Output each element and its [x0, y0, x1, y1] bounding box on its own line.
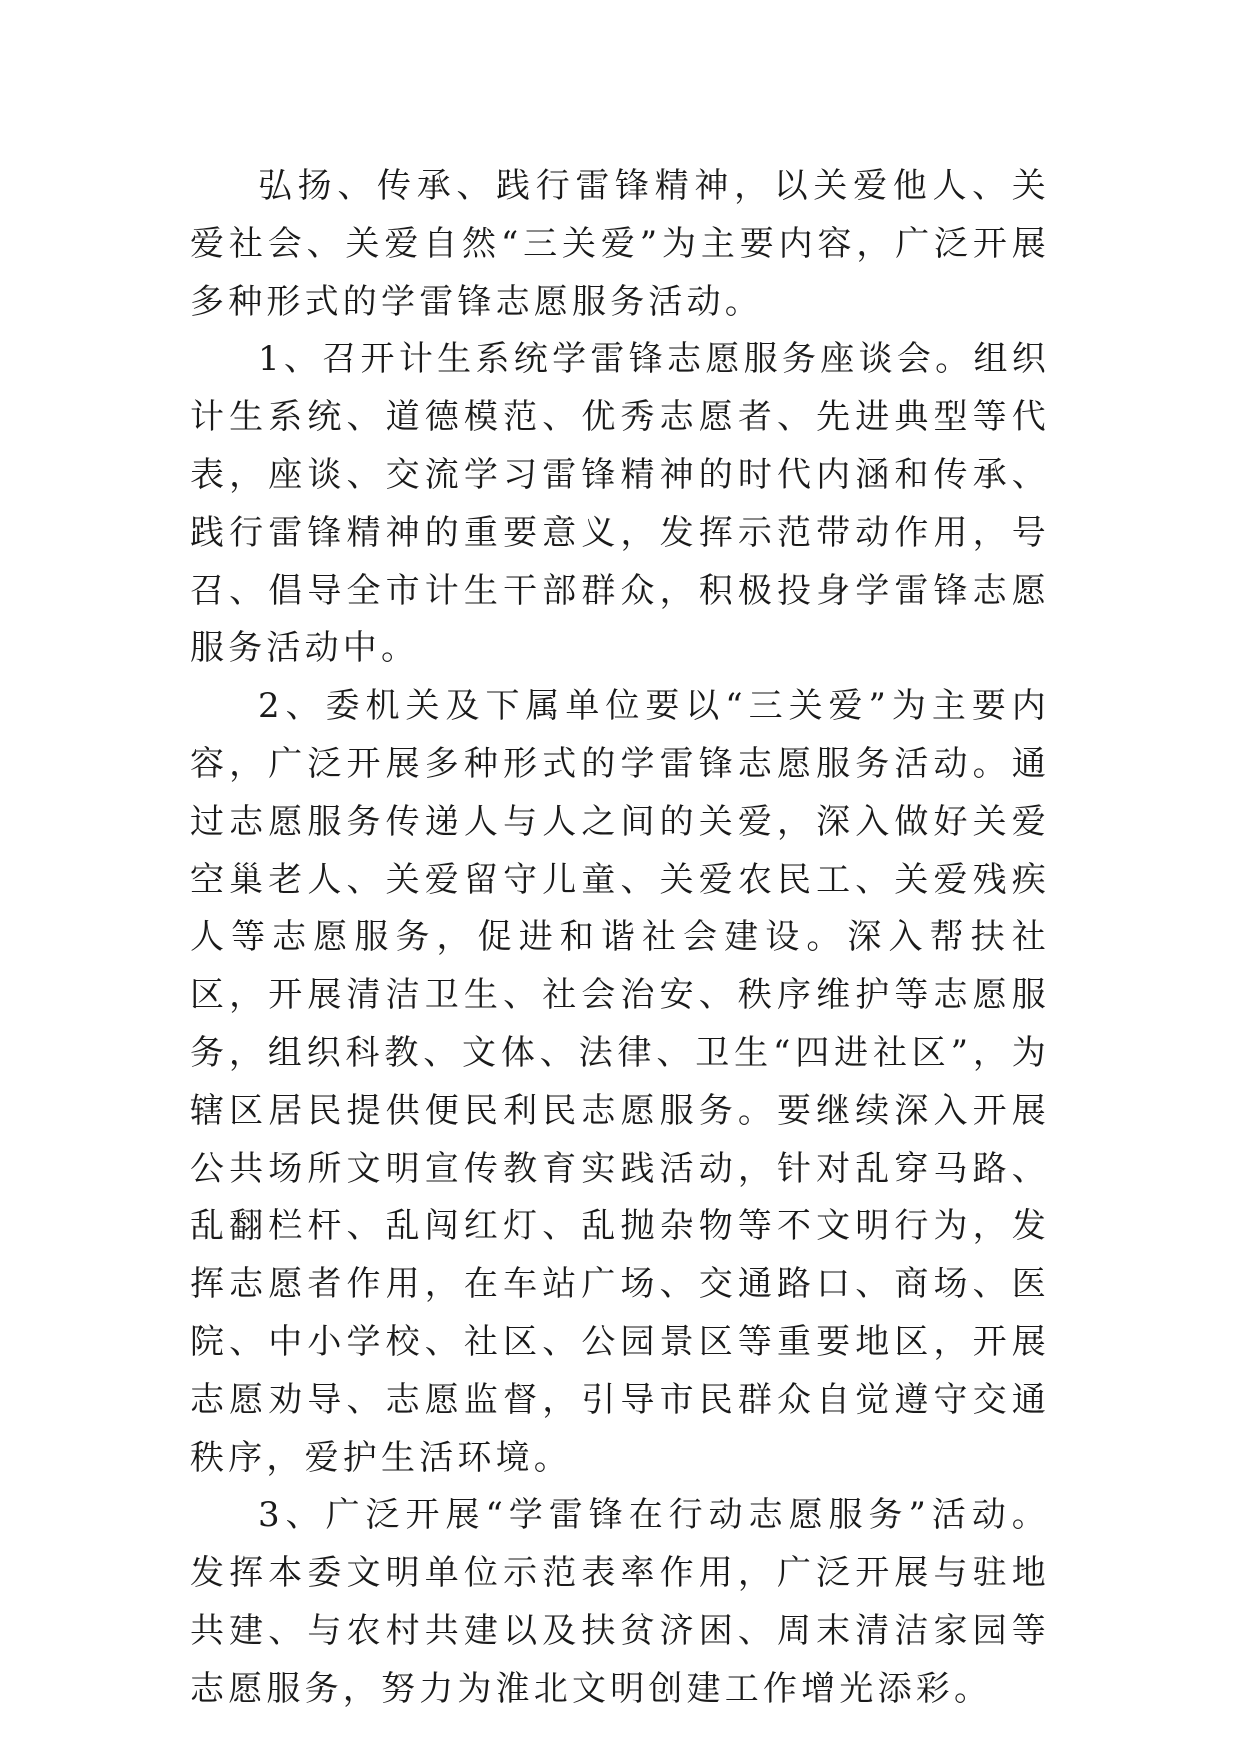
paragraph-item-3: 3、广泛开展“学雷锋在行动志愿服务”活动。发挥本委文明单位示范表率作用，广泛开展与驻地共建、与农村共建以及扶贫济困、周末清洁家园等志愿服务，努力为淮北文明创建工作增光添彩。 [190, 1495, 1050, 1709]
paragraph-item-1: 1、召开计生系统学雷锋志愿服务座谈会。组织计生系统、道德模范、优秀志愿者、先进典型等代表，座谈、交流学习雷锋精神的时代内涵和传承、践行雷锋精神的重要意义，发挥示范带动作用，号召、倡导全市计生干部群众，积极投身学雷锋志愿服务活动中。 [190, 339, 1050, 669]
document-body [190, 158, 1050, 1719]
paragraph-intro: 弘扬、传承、践行雷锋精神，以关爱他人、关爱社会、关爱自然“三关爱”为主要内容，广泛开展多种形式的学雷锋志愿服务活动。 [190, 166, 1050, 322]
paragraph-item-2: 2、委机关及下属单位要以“三关爱”为主要内容，广泛开展多种形式的学雷锋志愿服务活动。通过志愿服务传递人与人之间的关爱，深入做好关爱空巢老人、关爱留守儿童、关爱农民工、关爱残疾人等志愿服务，促进和谐社会建设。深入帮扶社区，开展清洁卫生、社会治安、秩序维护等志愿服务，组织科教、文体、法律、卫生“四进社区”，为辖区居民提供便民利民志愿服务。要继续深入开展公共场所文明宣传教育实践活动，针对乱穿马路、乱翻栏杆、乱闯红灯、乱抛杂物等不文明行为，发挥志愿者作用，在车站广场、交通路口、商场、医院、中小学校、社区、公园景区等重要地区，开展志愿劝导、志愿监督，引导市民群众自觉遵守交通秩序，爱护生活环境。 [190, 686, 1050, 1478]
